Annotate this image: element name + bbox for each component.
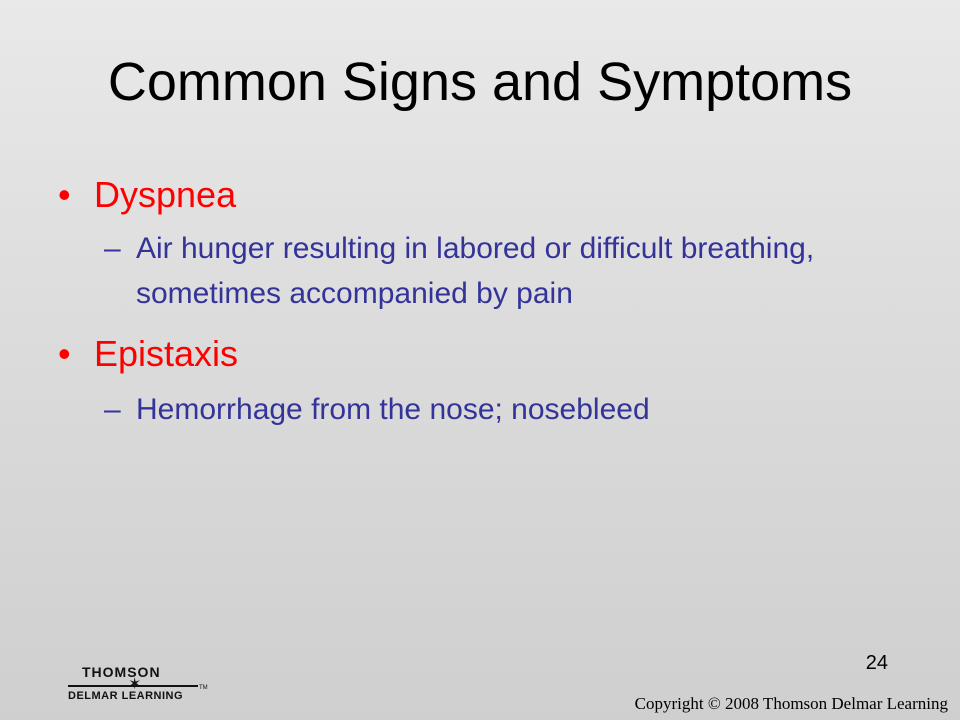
thomson-delmar-logo [68,664,208,708]
sub-bullet-marker: – [104,393,121,426]
copyright-notice: Copyright © 2008 Thomson Delmar Learning [634,694,948,713]
sub-bullet-epistaxis [104,387,876,432]
page-number: 24 [865,652,888,674]
slide-title: Common Signs and Symptoms [107,52,853,112]
bullet-term: Epistaxis [94,333,239,374]
sub-bullet-definition: Hemorrhage from the nose; nosebleed [136,393,650,426]
sub-bullet-marker: – [104,232,121,265]
bullet-marker: • [58,333,71,374]
bullet-marker: • [58,174,71,215]
logo-bottom-text: DELMAR LEARNING [68,690,184,702]
logo-top-text: THOMSON [82,664,161,680]
logo-trademark: TM [199,685,208,691]
star-icon: ✶ [128,676,142,693]
sub-bullet-dyspnea [104,226,876,316]
bullet-term: Dyspnea [94,174,237,215]
sub-bullet-definition: Air hunger resulting in labored or difficult breathing, sometimes accompanied by pain [136,232,815,310]
bullet-item-epistaxis [58,333,238,375]
bullet-item-dyspnea [58,174,236,216]
